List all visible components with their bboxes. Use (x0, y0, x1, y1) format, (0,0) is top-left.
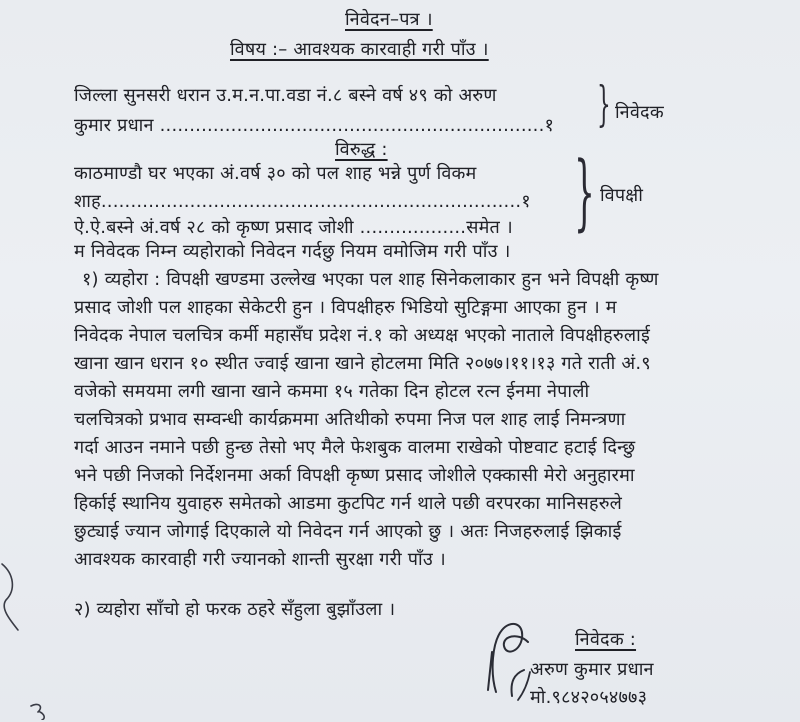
opponent-line-1: काठमाण्डौ घर भएका अं.वर्ष ३० को पल शाह भन्ने पुर्ण विकम (74, 163, 477, 184)
body-line: निवेदक नेपाल चलचित्र कर्मी महासँघ प्रदेश नं.१ को अध्यक्ष भएको नाताले विपक्षीहरुलाई (74, 325, 650, 346)
signature-label: निवेदक : (575, 629, 637, 650)
bottom-left-mark (28, 700, 50, 720)
subject-text: विषय :– आवश्यक कारवाही गरी पाँउ । (230, 39, 489, 60)
applicant-role-label: निवेदक (615, 102, 664, 123)
applicant-line-1: जिल्ला सुनसरी धरान उ.म.न.पा.वडा नं.८ बस्ने वर्ष ४९ को अरुण (74, 85, 497, 106)
intro-line: म निवेदक निम्न व्यहोराको निवेदन गर्दछु नियम वमोजिम गरी पाँउ । (74, 241, 511, 262)
body-line: गर्दा आउन नमाने पछी हुन्छ तेसो भए मैले फेशबुक वालमा राखेको पोष्टवाट हटाई दिन्छु (74, 437, 636, 458)
body-line: खाना खान धरान १० स्थीत ज्वाई खाना खाने होटलमा मिति २०७७।११।१३ गते राती अं.९ (74, 353, 651, 374)
signer-phone: मो.९८४२०५४७७३ (530, 687, 648, 708)
point-2-line: २) व्यहोरा साँचो हो फरक ठहरे सँहुला बुझाँउला । (74, 599, 396, 620)
body-line: छुट्याई ज्यान जोगाई दिएकाले यो निवेदन गर्न आएको छु । अतः निजहरुलाई झिकाई (74, 521, 622, 542)
signer-name: अरुण कुमार प्रधान (530, 659, 654, 680)
versus-heading: विरुद्ध : (335, 139, 388, 160)
applicant-line-2: कुमार प्रधान .................................................................१ (74, 115, 555, 136)
body-line: हिर्काई स्थानिय युवाहरु समेतको आडमा कुटपिट गर्न थाले पछी वरपरका मानिसहरुले (74, 493, 623, 514)
body-line: वजेको समयमा लगी खाना खाने कममा १५ गतेका दिन होटल रत्न ईनमा नेपाली (74, 381, 590, 402)
applicant-brace: } (597, 76, 611, 132)
body-line: भने पछी निजको निर्देशनमा अर्का विपक्षी कृष्ण प्रसाद जोशीले एक्कासी मेरो अनुहारमा (74, 465, 635, 486)
opponent-line-3: ऐ.ऐ.बस्ने अं.वर्ष २८ को कृष्ण प्रसाद जोशी ..................समेत । (74, 217, 513, 238)
body-line: प्रसाद जोशी पल शाहका सेकेटरी हुन । विपक्षीहरु भिडियो सुटिङ्गमा आएका हुन । म (74, 297, 617, 318)
left-margin-mark (0, 560, 22, 640)
opponents-brace: } (574, 145, 595, 240)
subject-line (230, 38, 489, 62)
opponents-role-label: विपक्षी (600, 185, 644, 206)
body-line: १) व्यहोरा : विपक्षी खण्डमा उल्लेख भएका पल शाह सिनेकलाकार हुन भने विपक्षी कृष्ण (82, 269, 659, 290)
body-line: चलचित्रको प्रभाव सम्वन्धी कार्यक्रममा अतिथीको रुपमा निज पल शाह लाई निमन्त्रणा (74, 409, 626, 430)
document-title: निवेदन–पत्र । (345, 9, 433, 30)
body-line: आवश्यक कारवाही गरी ज्यानको शान्ती सुरक्षा गरी पाँउ । (74, 549, 446, 570)
opponent-line-2: शाह.......................................................................१ (74, 191, 531, 212)
